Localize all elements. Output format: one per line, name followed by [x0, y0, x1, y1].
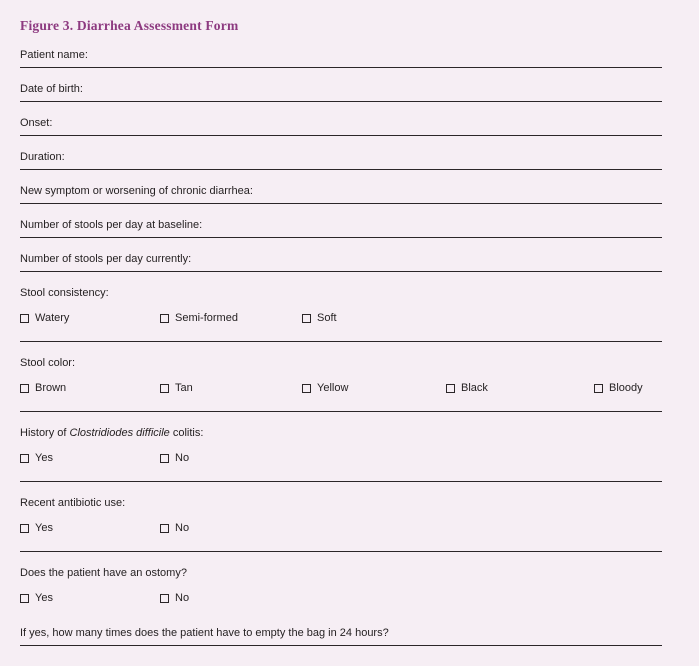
checkbox-option-brown[interactable] [20, 382, 160, 395]
checkbox-ostomy-yes-label: Yes [35, 592, 53, 604]
field-new-symptom [20, 185, 662, 204]
figure-title: Figure 3. Diarrhea Assessment Form [20, 18, 239, 33]
section-stool-consistency [20, 287, 662, 342]
checkbox-option-ostomy-no[interactable] [160, 592, 302, 605]
stools-baseline-label: Number of stools per day at baseline: [20, 219, 203, 231]
checkbox-option-cdiff-yes[interactable] [20, 452, 160, 465]
cdiff-label-prefix: History of [20, 427, 70, 439]
field-patient-name [20, 49, 662, 68]
checkbox-option-cdiff-no[interactable] [160, 452, 302, 465]
field-onset [20, 117, 662, 136]
onset-write-line[interactable] [20, 135, 662, 136]
section-stool-color [20, 357, 662, 412]
checkbox-option-antibiotic-yes[interactable] [20, 522, 160, 535]
checkbox-cdiff-yes[interactable] [20, 454, 29, 463]
checkbox-cdiff-no[interactable] [160, 454, 169, 463]
checkbox-option-bloody[interactable] [594, 382, 662, 395]
ostomy-label: Does the patient have an ostomy? [20, 567, 187, 579]
date-of-birth-write-line[interactable] [20, 101, 662, 102]
checkbox-antibiotic-yes-label: Yes [35, 522, 53, 534]
section-ostomy [20, 567, 662, 605]
checkbox-brown-label: Brown [35, 382, 67, 394]
field-stools-currently [20, 253, 662, 272]
checkbox-bloody[interactable] [594, 384, 603, 393]
duration-write-line[interactable] [20, 169, 662, 170]
patient-name-write-line[interactable] [20, 67, 662, 68]
section-cdiff-history [20, 427, 662, 482]
new-symptom-write-line[interactable] [20, 203, 662, 204]
section-antibiotic-use [20, 497, 662, 552]
checkbox-black-label: Black [461, 382, 488, 394]
empty-bag-label: If yes, how many times does the patient have to empty the bag in 24 hours? [20, 627, 389, 639]
checkbox-bloody-label: Bloody [609, 382, 643, 394]
checkbox-soft-label: Soft [317, 312, 337, 324]
checkbox-antibiotic-yes[interactable] [20, 524, 29, 533]
checkbox-black[interactable] [446, 384, 455, 393]
date-of-birth-label: Date of birth: [20, 83, 83, 95]
field-empty-bag [20, 627, 662, 646]
duration-label: Duration: [20, 151, 65, 163]
checkbox-ostomy-no[interactable] [160, 594, 169, 603]
checkbox-option-black[interactable] [446, 382, 594, 395]
checkbox-option-semi-formed[interactable] [160, 312, 302, 325]
onset-label: Onset: [20, 117, 53, 129]
new-symptom-label: New symptom or worsening of chronic diarrhea: [20, 185, 253, 197]
cdiff-history-label [20, 427, 662, 440]
checkbox-cdiff-no-label: No [175, 452, 190, 464]
checkbox-ostomy-no-label: No [175, 592, 190, 604]
empty-bag-write-line[interactable] [20, 645, 662, 646]
section-divider-line [20, 551, 662, 552]
checkbox-cdiff-yes-label: Yes [35, 452, 53, 464]
stool-consistency-label: Stool consistency: [20, 287, 109, 299]
checkbox-watery-label: Watery [35, 312, 70, 324]
section-divider-line [20, 341, 662, 342]
cdiff-label-italic: Clostridiodes difficile [69, 427, 170, 439]
checkbox-option-watery[interactable] [20, 312, 160, 325]
stools-currently-label: Number of stools per day currently: [20, 253, 192, 265]
checkbox-watery[interactable] [20, 314, 29, 323]
field-duration [20, 151, 662, 170]
stool-color-options [20, 382, 662, 395]
ostomy-options [20, 592, 662, 605]
stools-baseline-write-line[interactable] [20, 237, 662, 238]
checkbox-soft[interactable] [302, 314, 311, 323]
checkbox-tan[interactable] [160, 384, 169, 393]
checkbox-option-yellow[interactable] [302, 382, 446, 395]
checkbox-option-ostomy-yes[interactable] [20, 592, 160, 605]
stool-consistency-options [20, 312, 662, 325]
antibiotic-use-options [20, 522, 662, 535]
patient-name-label: Patient name: [20, 49, 88, 61]
stool-color-label: Stool color: [20, 357, 76, 369]
checkbox-semi-formed[interactable] [160, 314, 169, 323]
field-stools-baseline [20, 219, 662, 238]
checkbox-option-soft[interactable] [302, 312, 446, 325]
checkbox-ostomy-yes[interactable] [20, 594, 29, 603]
checkbox-tan-label: Tan [175, 382, 193, 394]
checkbox-yellow[interactable] [302, 384, 311, 393]
checkbox-yellow-label: Yellow [317, 382, 349, 394]
section-divider-line [20, 411, 662, 412]
section-divider-line [20, 481, 662, 482]
checkbox-antibiotic-no-label: No [175, 522, 190, 534]
cdiff-history-options [20, 452, 662, 465]
checkbox-option-tan[interactable] [160, 382, 302, 395]
checkbox-brown[interactable] [20, 384, 29, 393]
field-date-of-birth [20, 83, 662, 102]
stools-currently-write-line[interactable] [20, 271, 662, 272]
checkbox-option-antibiotic-no[interactable] [160, 522, 302, 535]
cdiff-label-suffix: colitis: [169, 427, 204, 439]
checkbox-semi-formed-label: Semi-formed [175, 312, 238, 324]
checkbox-antibiotic-no[interactable] [160, 524, 169, 533]
antibiotic-use-label: Recent antibiotic use: [20, 497, 126, 509]
